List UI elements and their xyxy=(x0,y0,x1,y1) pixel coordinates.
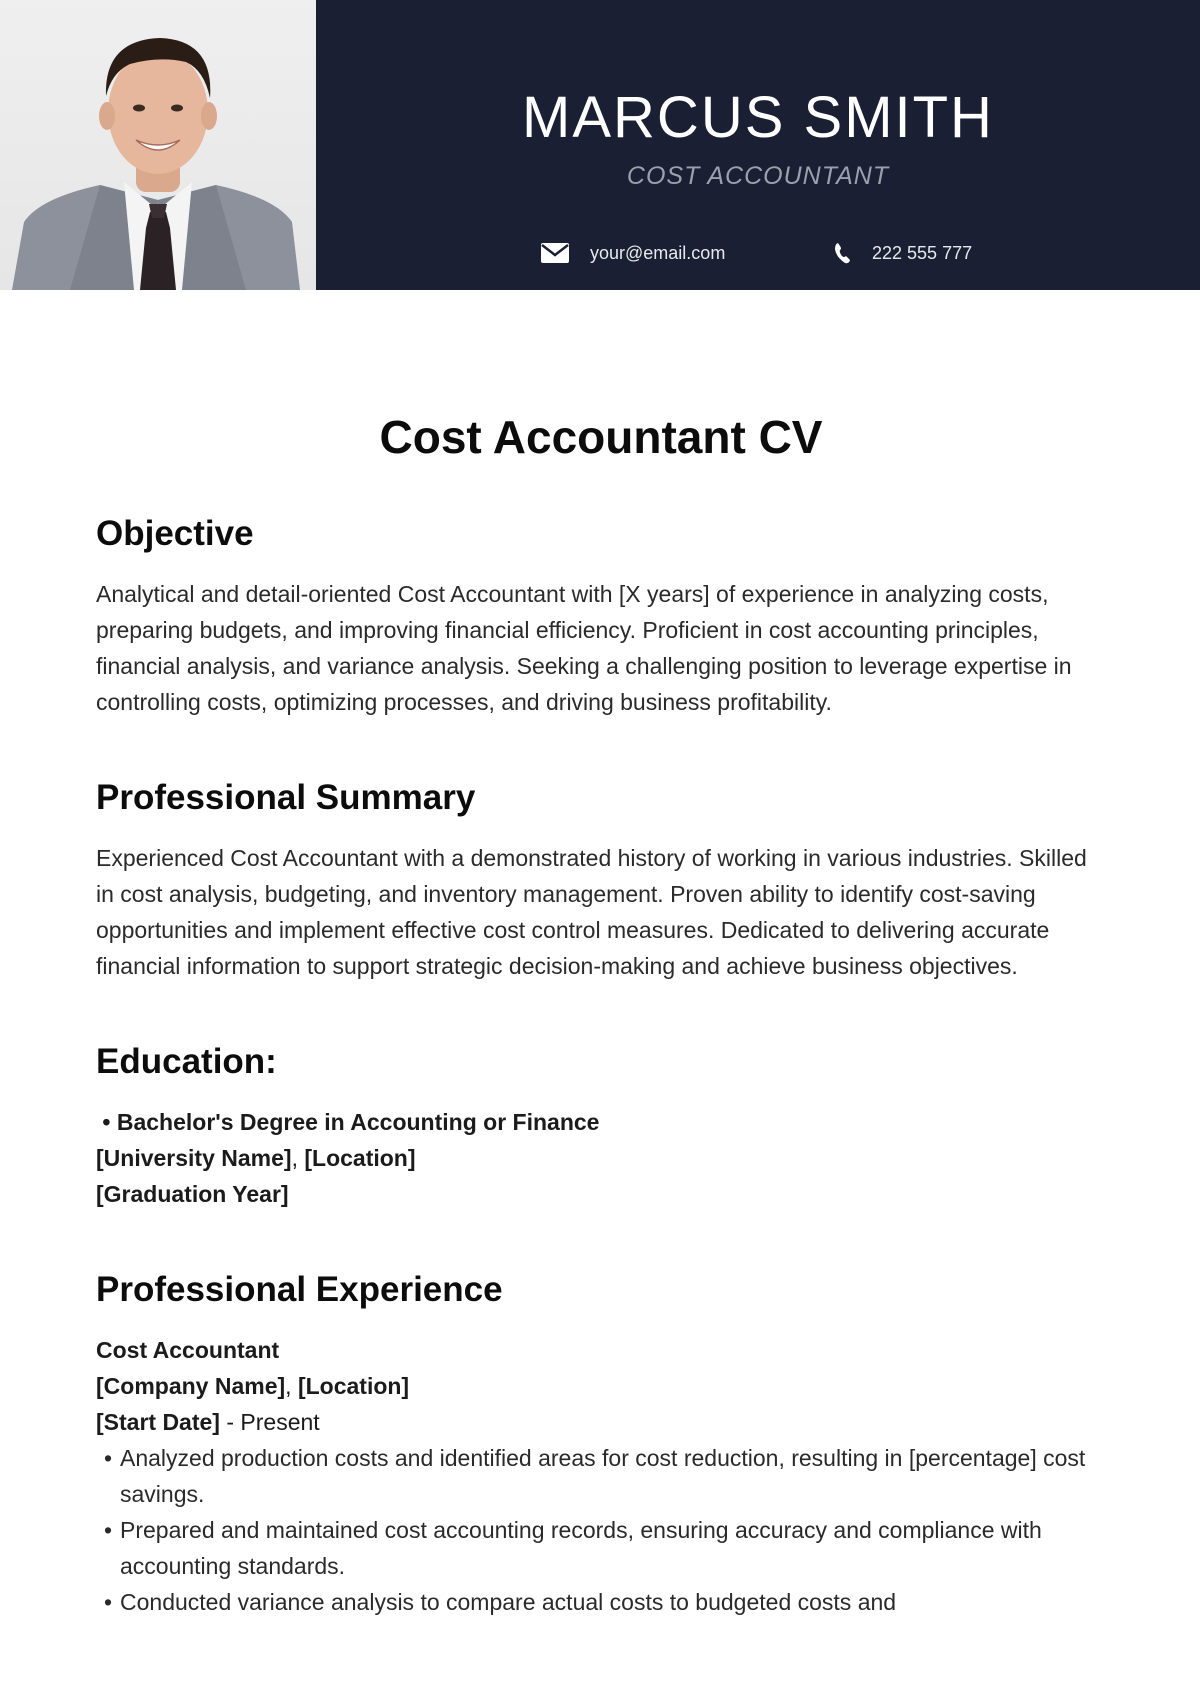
university-location: [Location] xyxy=(304,1145,416,1171)
candidate-name: MARCUS SMITH xyxy=(522,85,994,150)
education-heading: Education: xyxy=(96,1042,277,1081)
cv-body xyxy=(96,410,1106,1620)
objective-section xyxy=(96,514,1106,720)
education-section xyxy=(96,1042,1106,1212)
company-location: [Location] xyxy=(297,1373,410,1399)
candidate-role: COST ACCOUNTANT xyxy=(626,162,890,190)
summary-section xyxy=(96,778,1106,984)
profile-photo xyxy=(0,0,316,290)
start-date: [Start Date] xyxy=(96,1409,220,1435)
phone-icon xyxy=(834,242,852,264)
experience-section xyxy=(96,1270,1106,1620)
email-text: your@email.com xyxy=(590,242,726,263)
person-portrait-icon xyxy=(0,0,316,290)
document-title: Cost Accountant CV xyxy=(379,411,823,463)
summary-text: Experienced Cost Accountant with a demonstrated history of working in various industries. Skilled in cost analysis, budgeting, and inventory management. Proven ability to identify cost-saving opportunities and implement effective cost control measures. Dedicated to delivering accurate financial information to support strategic decision-making and achieve business objectives. xyxy=(96,845,1087,979)
cv-header xyxy=(0,0,1200,290)
degree: Bachelor's Degree in Accounting or Finance xyxy=(116,1109,600,1135)
header-banner xyxy=(316,0,1200,290)
experience-heading: Professional Experience xyxy=(96,1270,503,1309)
university: [University Name] xyxy=(96,1145,292,1171)
company-line: [Company Name], [Location] xyxy=(96,1373,410,1399)
graduation-line xyxy=(96,1176,1106,1212)
contact-email[interactable] xyxy=(540,238,725,268)
list-item: • Analyzed production costs and identified areas for cost reduction, resulting in [percentage] cost savings. xyxy=(96,1440,1106,1512)
list-item: • Conducted variance analysis to compare actual costs to budgeted costs and xyxy=(96,1584,1106,1620)
objective-text: Analytical and detail-oriented Cost Accountant with [X years] of experience in analyzing costs, preparing budgets, and improving financial efficiency. Proficient in cost accounting principles, financial analysis, and variance analysis. Seeking a challenging position to leverage expertise in controlling costs, optimizing processes, and driving business profitability. xyxy=(96,581,1072,715)
end-date: Present xyxy=(240,1409,320,1435)
objective-heading: Objective xyxy=(96,514,254,553)
dates-line: [Start Date] - Present xyxy=(96,1409,320,1435)
job-title: Cost Accountant xyxy=(96,1337,280,1363)
graduation-year: [Graduation Year] xyxy=(96,1181,289,1207)
envelope-icon xyxy=(540,242,570,264)
contact-phone[interactable] xyxy=(834,238,972,268)
list-item: • Prepared and maintained cost accounting records, ensuring accuracy and compliance with accounting standards. xyxy=(96,1512,1106,1584)
experience-bullets xyxy=(96,1440,1106,1620)
phone-text: 222 555 777 xyxy=(872,242,973,263)
summary-heading: Professional Summary xyxy=(96,778,476,817)
degree-line: • Bachelor's Degree in Accounting or Finance xyxy=(96,1109,600,1135)
company-name: [Company Name] xyxy=(96,1373,286,1399)
university-line: [University Name], [Location] xyxy=(96,1145,416,1171)
